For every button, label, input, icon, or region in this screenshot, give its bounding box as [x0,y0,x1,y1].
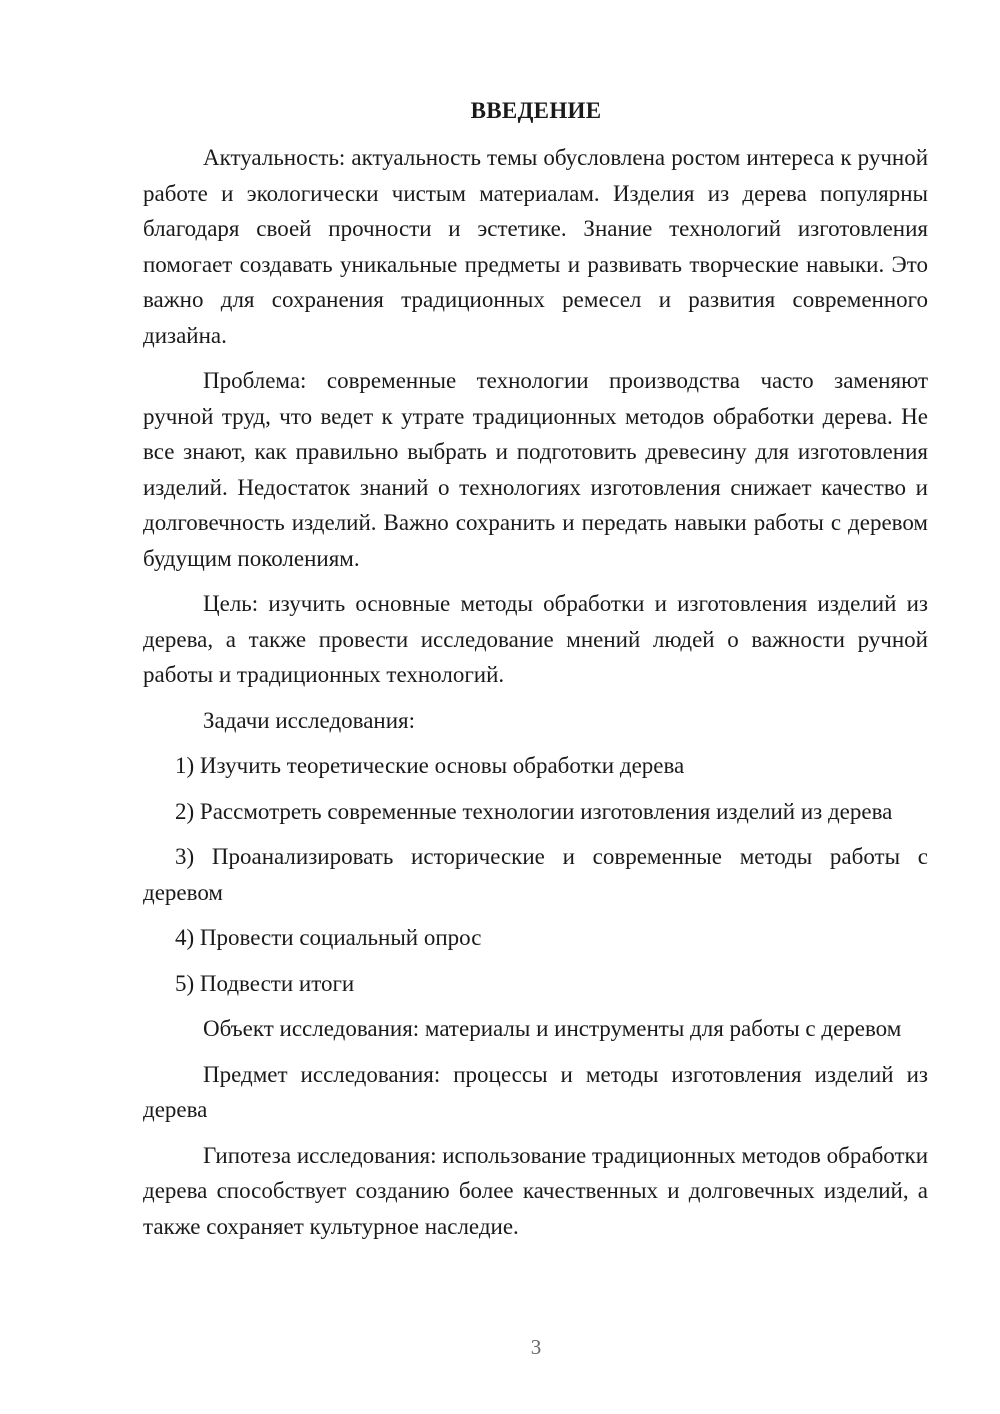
problem-paragraph: Проблема: современные технологии производства часто заменяют ручной труд, что ведет к утрате традиционных методов обработки дерева. Не все знают, как правильно выбрать и подготовить древесину для изготовления изделий. Недостаток знаний о технологиях изготовления снижает качество и долговечность изделий. Важно сохранить и передать навыки работы с деревом будущим поколениям. [143,368,928,571]
task-item-3: 3) Проанализировать исторические и современные методы работы с деревом [143,844,928,905]
task-item-4: 4) Провести социальный опрос [175,925,482,950]
task-item-1: 1) Изучить теоретические основы обработки дерева [175,753,685,778]
relevance-paragraph: Актуальность: актуальность темы обусловлена ростом интереса к ручной работе и экологически чистым материалам. Изделия из дерева популярны благодаря своей прочности и эстетике. Знание технологий изготовления помогает создавать уникальные предметы и развивать творческие навыки. Это важно для сохранения традиционных ремесел и развития современного дизайна. [143,145,928,348]
page-title: ВВЕДЕНИЕ [470,98,602,123]
tasks-heading: Задачи исследования: [203,707,416,733]
task-item-5: 5) Подвести итоги [175,970,355,996]
object-paragraph: Объект исследования: материалы и инструменты для работы с деревом [203,1016,902,1041]
hypothesis-paragraph: Гипотеза исследования: использование традиционных методов обработки дерева способствует созданию более качественных и долговечных изделий, а также сохраняет культурное наследие. [143,1142,929,1239]
subject-paragraph: Предмет исследования: процессы и методы изготовления изделий из дерева [143,1061,928,1122]
document-body [143,140,928,1244]
task-item-2: 2) Рассмотреть современные технологии изготовления изделий из дерева [175,798,893,824]
page-number: 3 [530,1335,542,1359]
goal-paragraph: Цель: изучить основные методы обработки и изготовления изделий из дерева, а также провести исследование мнений людей о важности ручной работы и традиционных технологий. [143,591,928,687]
